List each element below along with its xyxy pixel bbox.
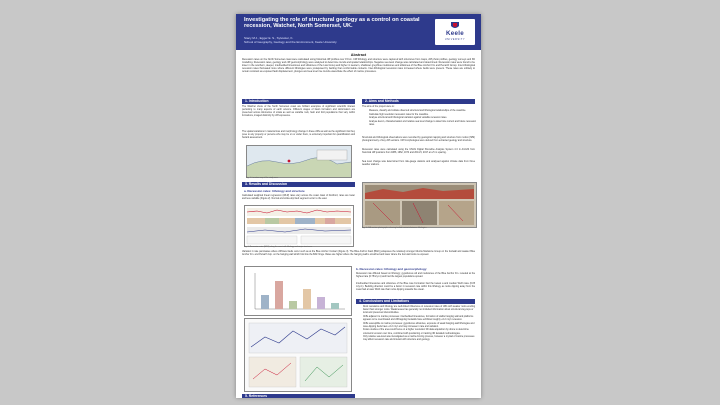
results-paragraph-4: Interbedded limestones and siltstones of the Blue Lias Formation had the lowest a and median WLR rates (0.05 m/yr-1). Bedding direction could be a factor in recession rate within this lithology as rocks dipping away from the coast had a lower WLR rate than rocks dipping towards the ocean. — [356, 283, 475, 291]
intro-paragraph-2: The spatial variations in material loss and morphology change in these cliffs as well as the significant risk they pose to any property or persons who may be on or under them, is extremely important for quantification and hazard assessment. — [242, 131, 355, 139]
conclusion-item: • Rock resistance and lithology are well-linked influences on recession rates of cliffs with weaker rocks eroding faster than stronger rocks. Weaknesses has generally not included information about structural slug-tops or local and presumed discontinuities. — [363, 306, 477, 315]
authors-line: Stacy M.J., Egger E. S., Sylvester, K. — [244, 36, 294, 40]
cliff-photo-panel — [362, 182, 477, 228]
conclusion-item: • Cliffs susceptible to marine processes: gypsiferous siltstones, exposure of weak hanging-wall lithologies and cave-dipping beds have +0.2 m/yr and may increase in rate and variation. — [363, 323, 477, 329]
crest-icon — [450, 21, 460, 30]
poster-authors — [244, 37, 424, 44]
aims-item: • Analyse structural and lithological variation against variable recession rates. — [369, 117, 477, 120]
results-paragraph-1: Calculated weighted linear regression (WLR) rates vary across the coast. East of Doniford, rates are lower and less variable (Figure 2). Normal and strike-slip fault segment occur to the east. — [242, 195, 355, 200]
results-paragraph-2: Variation in rate punctuates where cliff-face faults occur such as at the Blue Anchor Contact (Figure 3). The Blue Anchor Fault (BAF) juxtaposes the relatively stronger Mercia Mudstone Group on the footwall and weaker Blue Anchor Fm. and Penarth Grp. on the hanging wall which fold into the BAF hinge. Rates are higher where the hanging wall is stretched and lower where the foot wall rocks is exposed. — [242, 251, 475, 256]
location-map — [246, 145, 352, 178]
aims-paragraph-2: Recession rates were calculated using the USGS Digital Shoreline Analysis System 4.3 in ArcGIS from historical cliff positions from 1886, 1962, 1974 and 2014-5, 2017 at a 5 m spacing. — [362, 149, 475, 154]
summary-figure-graphic — [245, 319, 351, 391]
abstract-heading: Abstract — [350, 53, 367, 57]
intro-heading: 1. Introduction — [242, 99, 355, 104]
cliff-photos-graphic — [363, 183, 476, 227]
fig2-caption: Fig. 2: Recession rates (WLR) along the coast with lithology and major structures. — [244, 246, 313, 248]
aims-heading: 2. Aims and Methods — [362, 99, 475, 104]
conclusions-list — [358, 306, 477, 343]
conclusions-heading: 4. Conclusions and Limitations — [356, 299, 475, 304]
location-map-graphic — [247, 146, 351, 177]
poster-title: Investigating the role of structural geology as a control on coastal recession, Watchet, North Somerset, UK. — [244, 17, 420, 30]
fig3-caption: Fig. 3: Cliff section photographs showing faulted contacts between lithologies. — [362, 227, 427, 229]
affiliation-line: School of Geography, Geology and the Environment, Keele University — [244, 39, 337, 44]
aims-paragraph-3: Sea level change was determined from tide-gauge stations and analysed against climate data from three weather stations. — [362, 161, 475, 166]
conclusion-item: • Future studies of the area could focus on a higher resolution 3D data acquisition by drone to determine volumetric erosion over time, combined with positioning or tracking 3D detailed methodologies. — [363, 329, 477, 335]
poster-header — [236, 14, 481, 50]
summary-figure — [244, 318, 352, 392]
lithology-chart-graphic — [245, 267, 351, 315]
aims-item: • Analyse decon, characterisation and relative sea level change to determine current and future recession rates. — [369, 121, 477, 127]
references-heading: 5. References — [242, 394, 355, 398]
conclusion-item: • Only relative sea-level was investigated as a marine-forcing process, however a myriad of marine processes may affect recession rate and interact with structure and geology. — [363, 336, 477, 342]
recession-rate-graphic — [245, 206, 353, 246]
logo-word: Keele — [445, 30, 464, 37]
recession-rate-figure — [244, 205, 354, 247]
conclusion-item: • Cliffs adjacent to marine processes: interbedded limestones, formation of stable hanging wall and platforms appears to be coordinated and cliff-lapping footwalls have exhibited roughly +0.2 m/yr recession. — [363, 316, 477, 322]
aims-item: • Measure, classify and collate observed structural and lithological relationships of the coastline. — [369, 110, 477, 113]
logo-sub: UNIVERSITY — [444, 38, 466, 41]
aims-intro: The aims of the project were to: — [362, 106, 395, 108]
results-sub-a: a. Recession rates: lithology and structure — [244, 189, 305, 193]
abstract-text: Recession rates on the North Somerset coast were calculated using historical cliff profiles over 15 km. Cliff lithology and structure were captured with structures from maps, cliff photo profiles, geology surveys and 3D modelling. Recession rates, geology and cliff geomorphology were analysed to determine trends and spatial relationships. Negative sea level change was calculated and determined. Recession rates were found to be lower in the southern, deeper, interbedded limestones and siltstones of the Lias Group and higher in western, shallower grey/blue mudstones and siltstones of the Blue Anchor Fm and Penarth Group. Inter-lithological recession rates fluctuated more where different lithologies were juxtaposed by faulting than conformable contacts. Inter-lithological recession rates increased where faults were present. These rates are unlikely to remain constant as exposed fault displacement, plunges and sea level rise trends exacerbate the effect of marine processes. — [242, 58, 475, 73]
lithology-chart — [244, 266, 352, 316]
results-sub-b: b. Recession rates: lithology and geomorphology — [356, 267, 427, 271]
fig1-caption: Fig. 1: Location map of the study area. — [246, 177, 279, 179]
intro-paragraph-1: The Watchet shore of the North Somerset coast are brilliant examples of significant scientific interest pertaining to many aspects of earth science. Different stages of basin formation and deformation are preserved across kilometres of strata as well as variable rock, fault and fold populations that vary within formations, imaged distinctly by cliff exposures. — [242, 106, 355, 117]
poster — [236, 14, 481, 398]
aims-list — [364, 110, 477, 128]
results-heading: 3. Results and Discussion — [242, 182, 355, 187]
results-paragraph-3: Recession rate differed based on lithology; gypsiferous silt and mudstones of the Blue Anchor Fm. receded at the highest rate (0.75m/yr-1) and had the largest populations spread. — [356, 273, 475, 278]
keele-logo — [435, 19, 475, 45]
aims-item: • Calculate high resolution recession rates for the coastline. — [369, 114, 477, 117]
aims-paragraph-1: Structural and lithological observations were recorded by geological mapping and structure from motion (SfM) photogrammetry of key cliff sections. Cliff morphologies were derived from extracted geology and structure. — [362, 137, 475, 142]
